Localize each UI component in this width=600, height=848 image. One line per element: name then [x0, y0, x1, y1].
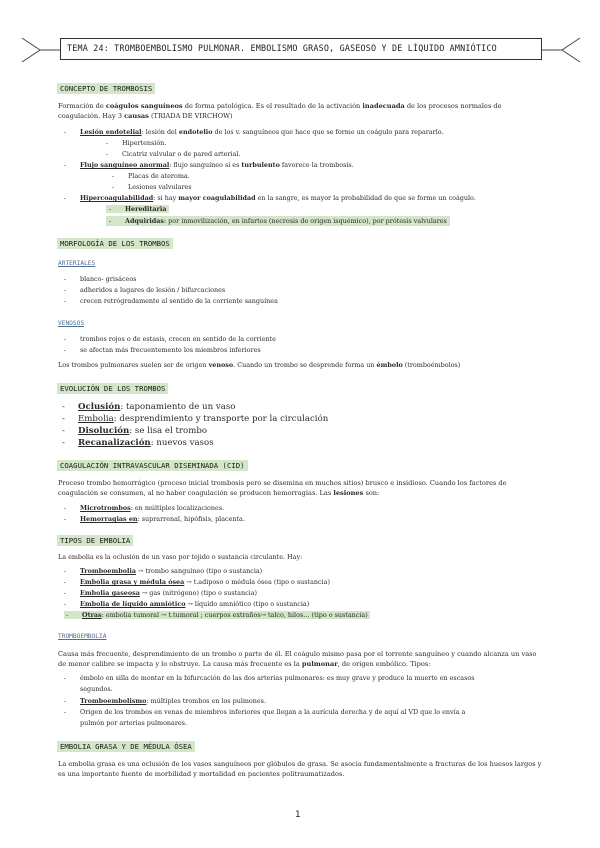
right-arrow-decoration	[542, 30, 584, 70]
list-item: - Oclusión: taponamiento de un vaso	[62, 402, 236, 412]
left-arrow-decoration	[18, 30, 60, 70]
heading-cid: COAGULACIÓN INTRAVASCULAR DISEMINADA (CID)	[57, 460, 248, 471]
list-item: - Cicatriz valvular o de pared arterial.	[106, 150, 241, 158]
list-item: - trombos rojos o de estasis, crecen en sentido de la corriente	[64, 335, 276, 343]
list-item: - Tromboembolia → trombo sanguíneo (tipo o sustancia)	[64, 567, 263, 575]
list-item: - Embolia: desprendimiento y transporte por la circulación	[62, 414, 329, 424]
trombosis-intro: Formación de coágulos sanguíneos de forma patológica. Es el resultado de la activación inadecuada de los procesos normales de coagulación. Hay 3 causas (TRIADA DE VIRCHOW)	[58, 102, 502, 120]
list-item: - Embolia gaseosa → gas (nitrógeno) (tipo o sustancia)	[64, 589, 258, 597]
list-item: - Flujo sanguíneo anormal: flujo sanguíneo si es turbulento favorece la trombosis.	[64, 161, 354, 169]
list-item: - Disolución: se lisa el trombo	[62, 426, 208, 436]
heading-evolucion: EVOLUCIÓN DE LOS TROMBOS	[57, 383, 168, 394]
heading-trombosis: CONCEPTO DE TROMBOSIS	[57, 83, 155, 94]
list-item: - Hipertensión.	[106, 139, 167, 147]
list-item: - Recanalización: nuevos vasos	[62, 438, 214, 448]
list-item-continuation: segundos.	[80, 685, 113, 693]
list-item: - Origen de los trombos en venas de miembros inferiores que llegan a la aurícula derecha y de aquí al VD que lo envía a	[64, 708, 466, 716]
list-item: - Lesiones valvulares	[112, 183, 192, 191]
heading-embolia-grasa: EMBOLIA GRASA Y DE MÉDULA ÓSEA	[57, 741, 195, 752]
list-item: - Lesión endotelial: lesión del endotelio de los v. sanguíneos que hace que se forme un coágulo para repararlo.	[64, 128, 444, 136]
list-item: - se afectan más frecuentemente los miembros inferiores	[64, 346, 261, 354]
list-item-highlighted: - Adquiridas: por inmovilización, en infartos (necrosis de origen isquémico), por prótesis valvulares	[106, 216, 450, 226]
list-item: - Embolia grasa y médula ósea → t.adiposo o médula ósea (tipo o sustancia)	[64, 578, 330, 586]
list-item: - Hemorragias en: suprarrenal, hipófisis, placenta.	[64, 515, 245, 523]
subheading-tromboembolia: TROMBOEMBOLIA	[58, 633, 107, 640]
tromboembolia-paragraph: Causa más frecuente, desprendimiento de un trombo o parte de él. El coágulo mismo pasa por el torrente sanguíneo y cuando alcanza un vaso de menor calibre se impacta y lo obstruye. La causa más frecuente es la pulmonar, de origen embólico. Tipos:	[58, 650, 537, 668]
list-item: - Hipercoagulabilidad: si hay mayor coagulabilidad en la sangre, es mayor la probabilidad de que se forme un coágulo.	[64, 194, 476, 202]
list-item: - Microtrombos: en múltiples localizaciones.	[64, 504, 225, 512]
list-item: - Placas de ateroma.	[112, 172, 190, 180]
heading-tipos: TIPOS DE EMBOLIA	[57, 535, 133, 546]
subheading-arteriales: ARTERIALES	[58, 260, 96, 267]
subheading-venosos: VENOSOS	[58, 320, 85, 327]
list-item: - émbolo en silla de montar en la bifurcación de las dos arterias pulmonares: es muy grave y produce la muerte en escasos	[64, 674, 475, 682]
embolia-grasa-paragraph: La embolia grasa es una oclusión de los vasos sanguíneos por glóbulos de grasa. Se asocia fundamentalmente a fracturas de los huesos largos y es una importante fuente de morbilidad y mortalidad en pacientes politraumatizados.	[58, 760, 542, 778]
title-banner	[60, 38, 542, 60]
page-title: TEMA 24: TROMBOEMBOLISMO PULMONAR. EMBOLISMO GRASO, GASEOSO Y DE LÍQUIDO AMNIÓTICO	[67, 43, 497, 53]
cid-paragraph: Proceso trombo hemorrágico (proceso inicial trombosis pero se disemina en muchos sitios) brusco e insidioso. Cuando los factores de coagulación se consumen, al no haber coagulación se producen hemorragias. Las lesiones son:	[58, 479, 507, 497]
heading-morfologia: MORFOLOGÍA DE LOS TROMBOS	[57, 238, 173, 249]
list-item-highlighted: - Otras: embolia tumoral → t.tumoral ; cuerpos extraños→ talco, hilos… (tipo o sustancia)	[66, 611, 368, 619]
page-number: 1	[295, 810, 301, 820]
list-item: - Tromboembolismo: múltiples trombos en los pulmones.	[64, 697, 266, 705]
list-item-continuation: pulmón por arterias pulmonares.	[80, 719, 187, 727]
list-item: - blanco- grisáceos	[64, 275, 137, 283]
list-item: - Embolia de líquido amniótico → líquido amniótico (tipo o sustancia)	[64, 600, 310, 608]
list-item: - adheridos a lugares de lesión / bifurcaciones	[64, 286, 226, 294]
tipos-intro: La embolia es la oclusión de un vaso por tejido o sustancia circulante. Hay:	[58, 553, 303, 561]
list-item: - crecen retrógradamente al sentido de la corriente sanguínea	[64, 297, 278, 305]
trombos-pulmonares-text: Los trombos pulmonares suelen ser de origen venoso. Cuando un trombo se desprende forma un émbolo (tromboémbolos)	[58, 361, 461, 369]
list-item-highlighted: - Hereditaria	[106, 205, 169, 213]
